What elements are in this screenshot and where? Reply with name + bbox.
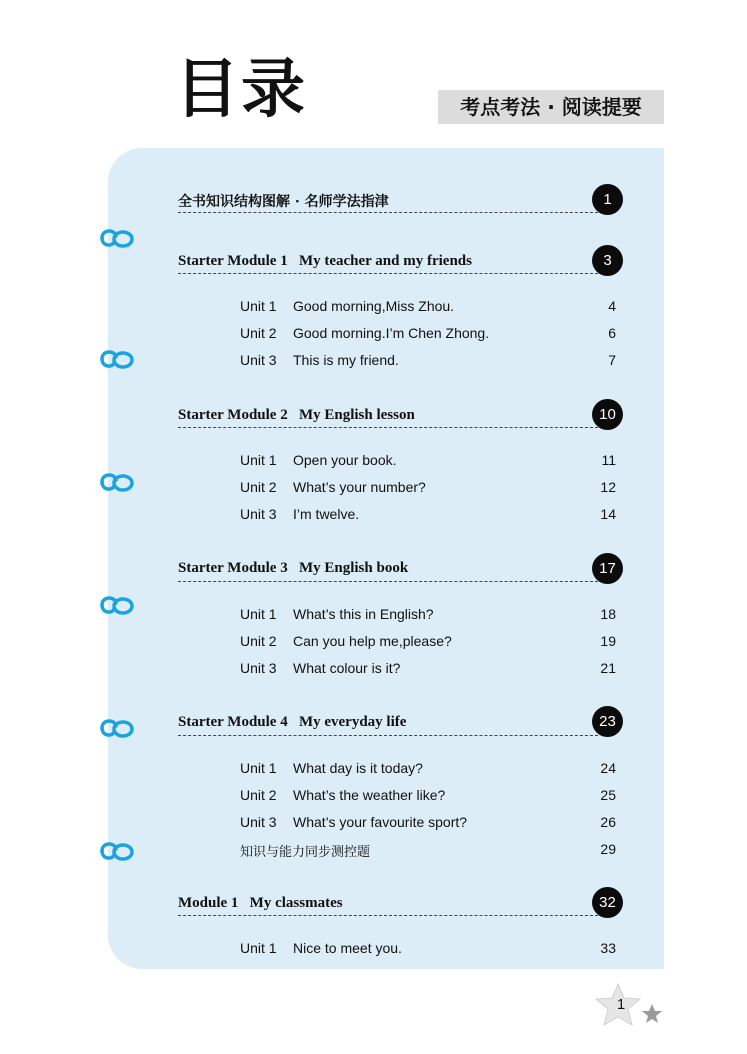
toc-unit-label: Unit 1 <box>240 760 277 776</box>
toc-unit-page: 19 <box>600 633 616 649</box>
binder-ring-icon <box>98 716 138 740</box>
page-number: 1 <box>616 996 626 1013</box>
toc-unit-label: Unit 3 <box>240 660 277 676</box>
toc-unit-label: Unit 2 <box>240 787 277 803</box>
toc-section-title[interactable]: Starter Module 2 My English lesson <box>178 407 415 423</box>
toc-section-page-badge: 32 <box>592 887 623 918</box>
toc-section-title[interactable]: Starter Module 4 My everyday life <box>178 714 407 730</box>
toc-unit-label: Unit 1 <box>240 298 277 314</box>
toc-section-divider <box>178 212 598 213</box>
toc-unit-page: 21 <box>600 660 616 676</box>
toc-unit-title[interactable]: Good morning,Miss Zhou. <box>293 298 455 314</box>
toc-unit-label: Unit 3 <box>240 352 277 368</box>
toc-section-page-badge: 1 <box>592 184 623 215</box>
toc-unit-page: 14 <box>600 506 616 522</box>
toc-unit-title[interactable]: This is my friend. <box>293 352 399 368</box>
toc-unit-page: 18 <box>600 606 616 622</box>
toc-unit-title[interactable]: Can you help me,please? <box>293 633 452 649</box>
toc-section-title[interactable]: Starter Module 3 My English book <box>178 560 409 576</box>
toc-section-divider <box>178 735 598 736</box>
toc-section-divider <box>178 273 598 274</box>
toc-unit-title[interactable]: Good morning.I’m Chen Zhong. <box>293 325 490 341</box>
toc-unit-title[interactable]: What day is it today? <box>293 760 423 776</box>
toc-unit-label: Unit 3 <box>240 506 277 522</box>
toc-unit-page: 11 <box>601 452 616 468</box>
page-subtitle: 考点考法 · 阅读提要 <box>438 90 664 124</box>
toc-section-title[interactable]: Starter Module 1 My teacher and my friends <box>178 253 472 269</box>
toc-unit-title[interactable]: What’s your favourite sport? <box>293 814 468 830</box>
toc-unit-title[interactable]: What’s your number? <box>293 479 426 495</box>
toc-unit-page: 29 <box>600 841 616 857</box>
toc-unit-label: Unit 2 <box>240 633 277 649</box>
binder-ring-icon <box>98 347 138 371</box>
toc-section-divider <box>178 915 598 916</box>
binder-ring-icon <box>98 839 138 863</box>
toc-unit-page: 25 <box>600 787 616 803</box>
page-title: 目录 <box>175 53 307 127</box>
toc-unit-label: Unit 1 <box>240 940 277 956</box>
toc-unit-page: 12 <box>600 479 616 495</box>
toc-unit-page: 26 <box>600 814 616 830</box>
toc-unit-label: Unit 1 <box>240 452 277 468</box>
toc-unit-page: 24 <box>600 760 616 776</box>
toc-unit-label: Unit 2 <box>240 479 277 495</box>
toc-unit-page: 6 <box>608 325 616 341</box>
toc-unit-page: 7 <box>608 352 616 368</box>
toc-section-page-badge: 10 <box>592 399 623 430</box>
toc-unit-label: Unit 3 <box>240 814 277 830</box>
toc-section-divider <box>178 427 598 428</box>
toc-unit-title[interactable]: What’s this in English? <box>293 606 434 622</box>
toc-unit-title[interactable]: What colour is it? <box>293 660 401 676</box>
toc-unit-title[interactable]: Nice to meet you. <box>293 940 402 956</box>
toc-section-page-badge: 3 <box>592 245 623 276</box>
toc-section-title[interactable]: 全书知识结构图解 · 名师学法指津 <box>178 194 389 210</box>
toc-unit-page: 4 <box>608 298 616 314</box>
toc-section-page-badge: 23 <box>592 706 623 737</box>
toc-unit-label: Unit 2 <box>240 325 277 341</box>
toc-section-title[interactable]: Module 1 My classmates <box>178 895 343 911</box>
binder-ring-icon <box>98 226 138 250</box>
toc-section-page-badge: 17 <box>592 553 623 584</box>
binder-ring-icon <box>98 593 138 617</box>
toc-unit-title[interactable]: 知识与能力同步测控题 <box>240 845 371 860</box>
toc-unit-title[interactable]: What’s the weather like? <box>293 787 446 803</box>
binder-ring-icon <box>98 470 138 494</box>
toc-unit-title[interactable]: I’m twelve. <box>293 506 360 522</box>
toc-unit-title[interactable]: Open your book. <box>293 452 397 468</box>
toc-section-divider <box>178 581 598 582</box>
toc-unit-page: 33 <box>600 940 616 956</box>
toc-unit-label: Unit 1 <box>240 606 277 622</box>
